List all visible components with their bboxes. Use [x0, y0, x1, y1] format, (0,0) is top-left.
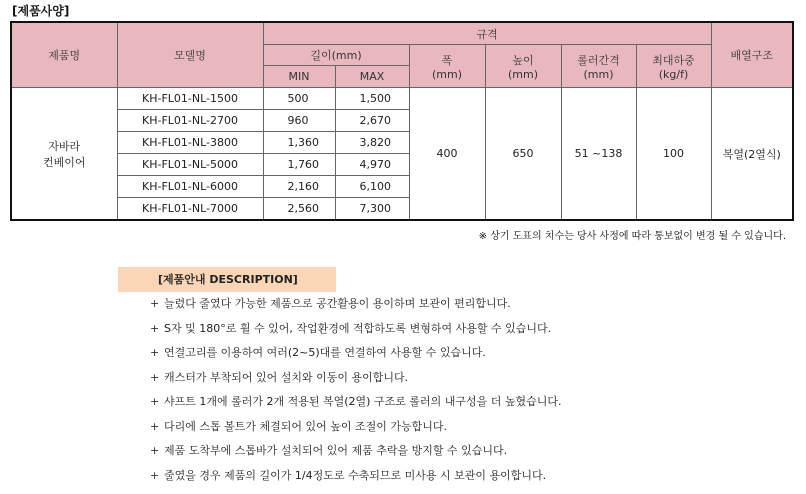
header-max: MAX [335, 66, 409, 88]
list-item: + S자 및 180°로 휠 수 있어, 작업환경에 적합하도록 변형하여 사용할 수 있습니다. [150, 317, 561, 342]
header-width: 폭 (mm) [409, 45, 485, 88]
width-cell: 400 [409, 88, 485, 221]
model-cell: KH-FL01-NL-2700 [117, 110, 263, 132]
header-length: 길이(mm) [263, 45, 409, 66]
plus-icon: + [150, 444, 160, 457]
model-cell: KH-FL01-NL-5000 [117, 154, 263, 176]
model-cell: KH-FL01-NL-1500 [117, 88, 263, 110]
plus-icon: + [150, 346, 160, 359]
list-item: + 캐스터가 부착되어 있어 설치와 이동이 용이합니다. [150, 366, 561, 391]
product-name-cell: 자바라 컨베이어 [11, 88, 117, 221]
header-roller-spacing: 롤러간격 (mm) [561, 45, 636, 88]
header-product-name: 제품명 [11, 22, 117, 88]
max-cell: 7,300 [335, 198, 409, 221]
list-item: + 다리에 스톱 볼트가 체결되어 있어 높이 조절이 가능합니다. [150, 415, 561, 440]
disclaimer-note: ※ 상기 도표의 치수는 당사 사정에 따라 통보없이 변경 될 수 있습니다. [478, 231, 786, 242]
header-min: MIN [263, 66, 335, 88]
plus-icon: + [150, 468, 160, 482]
header-model-name: 모델명 [117, 22, 263, 88]
list-item: + 연결고리를 이용하여 여러(2~5)대를 연결하여 사용할 수 있습니다. [150, 341, 561, 366]
arrangement-cell: 복열(2열식) [711, 88, 793, 221]
max-cell: 4,970 [335, 154, 409, 176]
header-height: 높이 (mm) [485, 45, 561, 88]
max-cell: 2,670 [335, 110, 409, 132]
plus-icon: + [150, 395, 160, 408]
plus-icon: + [150, 370, 160, 384]
max-load-cell: 100 [636, 88, 711, 221]
min-cell: 1,360 [263, 132, 335, 154]
max-cell: 1,500 [335, 88, 409, 110]
header-arrangement: 배열구조 [711, 22, 793, 88]
spec-table [10, 21, 794, 221]
list-item: + 샤프트 1개에 롤러가 2개 적용된 복열(2열) 구조로 롤러의 내구성을 더 높혔습니다. [150, 390, 561, 415]
model-cell: KH-FL01-NL-3800 [117, 132, 263, 154]
description-list [150, 292, 561, 488]
list-item: + 줄였을 경우 제품의 길이가 1/4정도로 수축되므로 미사용 시 보관이 용이합니다. [150, 464, 561, 489]
min-cell: 2,160 [263, 176, 335, 198]
min-cell: 2,560 [263, 198, 335, 221]
max-cell: 3,820 [335, 132, 409, 154]
min-cell: 500 [263, 88, 335, 110]
plus-icon: + [150, 419, 160, 433]
header-spec: 규격 [263, 22, 711, 45]
min-cell: 960 [263, 110, 335, 132]
roller-spacing-cell: 51 ~138 [561, 88, 636, 221]
min-cell: 1,760 [263, 154, 335, 176]
list-item: + 제품 도착부에 스톱바가 설치되어 있어 제품 추락을 방지할 수 있습니다. [150, 439, 561, 464]
model-cell: KH-FL01-NL-7000 [117, 198, 263, 221]
model-cell: KH-FL01-NL-6000 [117, 176, 263, 198]
plus-icon: + [150, 297, 160, 310]
description-title: [제품안내 DESCRIPTION] [118, 267, 336, 292]
section-title: [제품사양] [12, 4, 70, 18]
plus-icon: + [150, 321, 160, 335]
table-row [11, 88, 793, 110]
height-cell: 650 [485, 88, 561, 221]
list-item: + 늘렸다 줄였다 가능한 제품으로 공간활용이 용이하며 보관이 편리합니다. [150, 292, 561, 317]
max-cell: 6,100 [335, 176, 409, 198]
header-max-load: 최대하중 (kg/f) [636, 45, 711, 88]
